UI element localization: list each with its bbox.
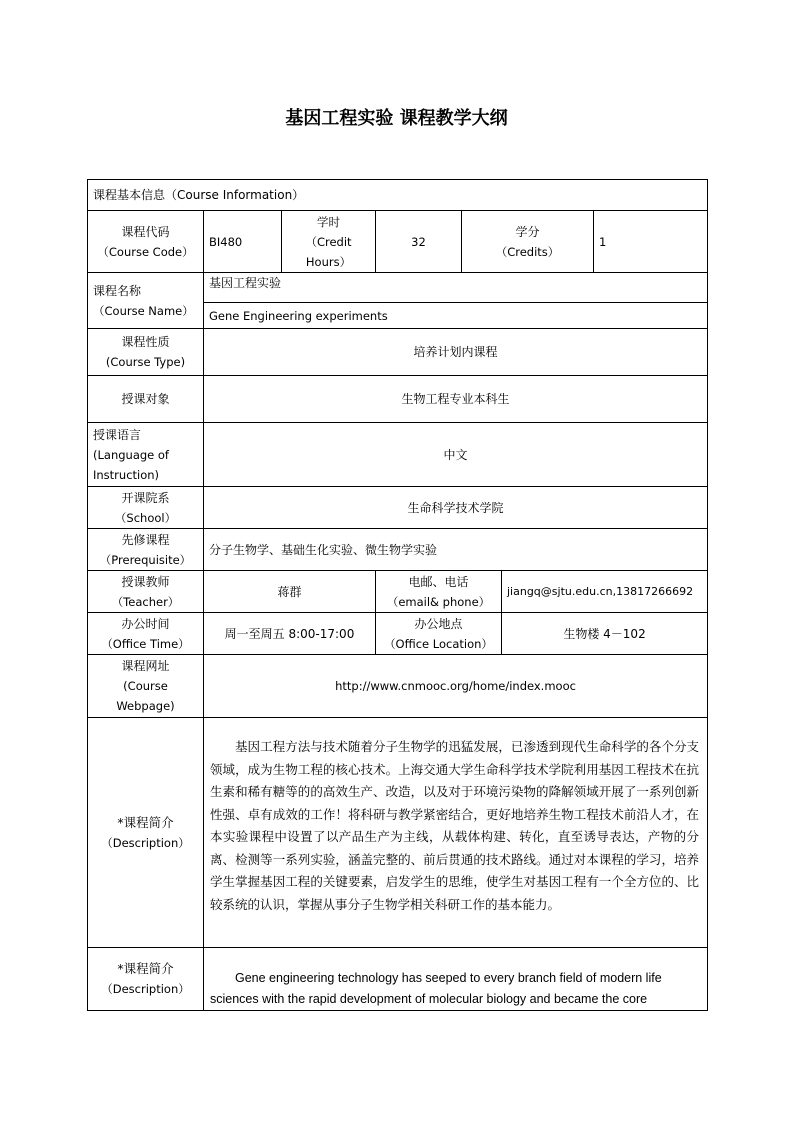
credit-hours-label: 学时 （Credit Hours）	[282, 211, 376, 273]
course-code-label: 课程代码 （Course Code）	[88, 211, 204, 273]
description-en-label: *课程简介 （Description）	[88, 948, 204, 1011]
credits-label: 学分 （Credits）	[462, 211, 594, 273]
audience-label: 授课对象	[88, 376, 204, 423]
audience-value: 生物工程专业本科生	[204, 376, 708, 423]
course-name-en: Gene Engineering experiments	[204, 303, 708, 329]
page-title: 基因工程实验 课程教学大纲	[285, 108, 508, 129]
office-location-value: 生物楼 4－102	[502, 613, 708, 655]
description-en-text: Gene engineering technology has seeped to every branch field of modern life sciences with the rapid development of molecular biology and became the core	[204, 948, 708, 1011]
description-cn-text: 基因工程方法与技术随着分子生物学的迅猛发展，已渗透到现代生命科学的各个分支领域，成为生物工程的核心技术。上海交通大学生命科学技术学院利用基因工程技术在抗生素和稀有糖等的的高效生产、改造，以及对于环境污染物的降解领域开展了一系列创新性强、卓有成效的工作！将科研与教学紧密结合，更好地培养生物工程技术前沿人才，在本实验课程中设置了以产品生产为主线，从载体构建、转化，直至诱导表达，产物的分离、检测等一系列实验，涵盖完整的、前后贯通的技术路线。通过对本课程的学习，培养学生掌握基因工程的关键要素，启发学生的思维，使学生对基因工程有一个全方位的、比较系统的认识，掌握从事分子生物学相关科研工作的基本能力。	[204, 718, 708, 948]
language-label: 授课语言 (Language of Instruction)	[88, 423, 204, 487]
prerequisite-value: 分子生物学、基础生化实验、微生物学实验	[204, 529, 708, 571]
school-value: 生命科学技术学院	[204, 487, 708, 529]
contact-value: jiangq@sjtu.edu.cn,13817266692	[502, 571, 708, 613]
webpage-label: 课程网址 (Course Webpage)	[88, 655, 204, 718]
school-label: 开课院系 （School）	[88, 487, 204, 529]
credits-value: 1	[594, 211, 708, 273]
office-time-label: 办公时间 （Office Time）	[88, 613, 204, 655]
contact-label: 电邮、电话 （email& phone）	[376, 571, 502, 613]
description-cn-label: *课程简介 （Description）	[88, 718, 204, 948]
teacher-value: 蒋群	[204, 571, 376, 613]
course-info-table	[87, 179, 708, 1011]
webpage-link[interactable]: http://www.cnmooc.org/home/index.mooc	[204, 655, 708, 718]
language-value: 中文	[204, 423, 708, 487]
course-code-value: BI480	[204, 211, 282, 273]
office-time-value: 周一至周五 8:00-17:00	[204, 613, 376, 655]
credit-hours-value: 32	[376, 211, 462, 273]
course-type-value: 培养计划内课程	[204, 329, 708, 376]
section-header: 课程基本信息（Course Information）	[88, 180, 708, 211]
prerequisite-label: 先修课程 （Prerequisite）	[88, 529, 204, 571]
course-name-label: 课程名称 （Course Name）	[88, 273, 204, 329]
teacher-label: 授课教师 （Teacher）	[88, 571, 204, 613]
course-type-label: 课程性质 (Course Type)	[88, 329, 204, 376]
course-name-cn: 基因工程实验	[204, 273, 708, 303]
office-location-label: 办公地点 （Office Location）	[376, 613, 502, 655]
